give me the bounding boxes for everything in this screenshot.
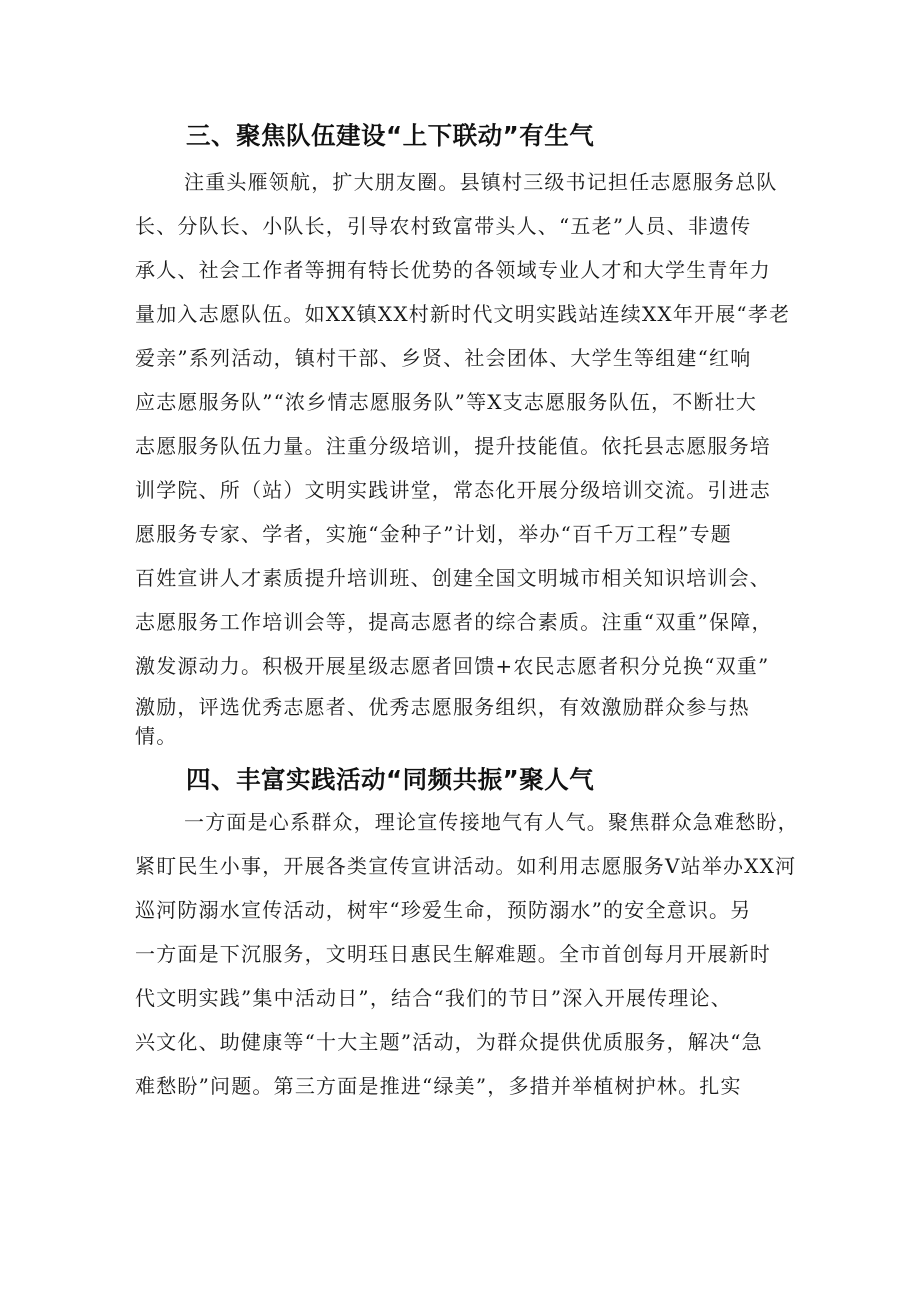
paragraph-line: 巡河防溺水宣传活动，树牢“珍爱生命，预防溺水”的安全意识。另 <box>135 898 752 922</box>
paragraph-line: 爱亲”系列活动，镇村干部、乡贤、社会团体、大学生等组建“红响 <box>135 346 752 370</box>
paragraph-line: 志愿服务队伍力量。注重分级培训，提升技能值。依托县志愿服务培 <box>135 434 771 458</box>
paragraph-line: 长、分队长、小队长，引导农村致富带头人、“五老”人员、非遗传 <box>135 214 752 238</box>
paragraph-line: 训学院、所（站）文明实践讲堂，常态化开展分级培训交流。引进志 <box>135 478 771 502</box>
paragraph-line: 百姓宣讲人才素质提升培训班、创建全国文明城市相关知识培训会、 <box>135 566 771 590</box>
paragraph-line: 难愁盼”问题。第三方面是推进“绿美”，多措并举植树护林。扎实 <box>135 1074 742 1098</box>
section-heading-4: 四、丰富实践活动“同频共振”聚人气 <box>186 765 595 794</box>
paragraph-line: 愿服务专家、学者，实施“金种子”计划，举办“百千万工程”专题 <box>135 522 732 546</box>
paragraph-line: 注重头雁领航，扩大朋友圈。县镇村三级书记担任志愿服务总队 <box>184 170 778 194</box>
paragraph-line: 志愿服务工作培训会等，提高志愿者的综合素质。注重“双重”保障， <box>135 610 773 634</box>
paragraph-line: 一方面是下沉服务，文明珏日惠民生解难题。全市首创每月开展新时 <box>135 942 771 966</box>
paragraph-line: 承人、社会工作者等拥有特长优势的各领域专业人才和大学生青年力 <box>135 258 771 282</box>
paragraph-line: 兴文化、助健康等“十大主题”活动，为群众提供优质服务，解决“急 <box>135 1030 763 1054</box>
paragraph-line: 量加入志愿队伍。如XX镇XX村新时代文明实践站连续XX年开展“孝老 <box>135 302 791 326</box>
paragraph-line: 代文明实践”集中活动日”，结合“我们的节日”深入开展传理论、 <box>135 986 732 1010</box>
section-heading-3: 三、聚焦队伍建设“上下联动”有生气 <box>186 121 595 150</box>
paragraph-line: 激发源动力。积极开展星级志愿者回馈+农民志愿者积分兑换“双重” <box>135 654 770 678</box>
paragraph-line: 情。 <box>135 724 178 748</box>
paragraph-line: 紧盯民生小事，开展各类宣传宣讲活动。如利用志愿服务V站举办XX河 <box>135 854 797 878</box>
paragraph-line: 一方面是心系群众，理论宣传接地气有人气。聚焦群众急难愁盼， <box>184 810 799 834</box>
paragraph-line: 应志愿服务队”“浓乡情志愿服务队”等X支志愿服务队伍，不断壮大 <box>135 390 758 414</box>
paragraph-line: 激励，评选优秀志愿者、优秀志愿服务组织，有效激励群众参与热 <box>135 695 750 719</box>
